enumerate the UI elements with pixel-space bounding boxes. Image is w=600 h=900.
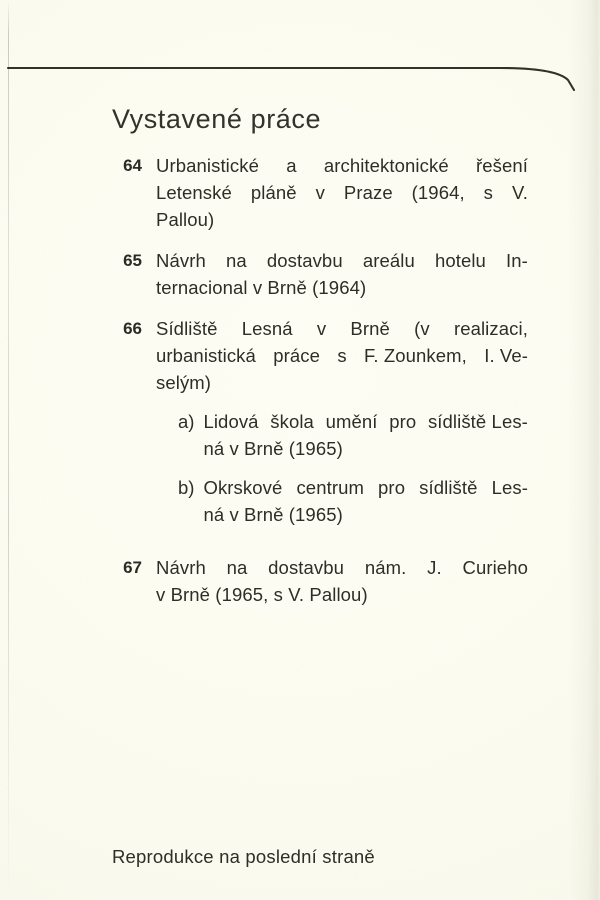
line-word: Okrskové — [203, 477, 283, 498]
line-word: Lesná — [241, 318, 293, 339]
line-word: centrum — [296, 477, 364, 498]
line-word: dostavbu — [268, 557, 345, 578]
subentry-item — [156, 408, 528, 462]
line-word: Návrh — [156, 557, 206, 578]
line-word: práce — [273, 345, 321, 366]
line-word: pro — [378, 477, 406, 498]
entry-line — [203, 408, 528, 435]
list-item — [110, 247, 528, 301]
line-word: umění — [325, 411, 378, 432]
entry-body — [142, 152, 528, 233]
line-word: dostavbu — [266, 250, 343, 271]
entry-line — [156, 342, 528, 369]
subentry-list — [156, 408, 528, 528]
line-word: Brně — [350, 318, 390, 339]
entry-line: selým) — [156, 372, 212, 393]
line-word: pro — [389, 411, 417, 432]
entry-line: ná v Brně (1965) — [203, 438, 343, 459]
line-word: na — [225, 250, 247, 271]
entry-line — [203, 474, 528, 501]
list-item — [110, 152, 528, 233]
line-word: Lidová — [203, 411, 259, 432]
entry-line — [156, 554, 528, 581]
line-word: Návrh — [156, 250, 206, 271]
line-word: v — [316, 318, 327, 339]
entry-number: 66 — [123, 319, 142, 338]
line-word: a — [286, 155, 297, 176]
entry-line — [156, 247, 528, 274]
line-word: na — [226, 557, 248, 578]
line-word: areálu — [362, 250, 415, 271]
line-word: Urbanistické — [156, 155, 259, 176]
line-word: Letenské — [156, 182, 232, 203]
line-word: architektonické — [323, 155, 449, 176]
list-item — [110, 554, 528, 608]
line-word: F. Zounkem, — [364, 345, 467, 366]
entry-line: ternacional v Brně (1964) — [156, 277, 367, 298]
entry-number: 65 — [123, 251, 142, 270]
entry-body — [142, 554, 528, 608]
line-word: I. Ve- — [484, 345, 528, 366]
entry-line: v Brně (1965, s V. Pallou) — [156, 584, 368, 605]
line-word: s — [337, 345, 347, 366]
line-word: J. — [427, 557, 442, 578]
entry-line — [156, 179, 528, 206]
line-word: Sídliště — [156, 318, 218, 339]
entry-number: 67 — [123, 558, 142, 577]
line-word: sídliště Les- — [427, 411, 528, 432]
list-item — [110, 315, 528, 540]
subentry-marker: b) — [178, 477, 195, 498]
line-word: v — [315, 182, 325, 203]
entry-line: Pallou) — [156, 209, 215, 230]
line-word: Curieho — [462, 557, 528, 578]
line-word: sídliště — [419, 477, 478, 498]
subentry-item — [156, 474, 528, 528]
line-word: Praze — [343, 182, 393, 203]
line-word: (v — [414, 318, 430, 339]
line-word: In- — [506, 250, 528, 271]
entry-body — [142, 315, 528, 540]
entry-line — [156, 152, 528, 179]
entry-number: 64 — [123, 156, 142, 175]
subentry-body — [203, 408, 528, 462]
line-word: pláně — [250, 182, 297, 203]
page-title: Vystavené práce — [112, 104, 322, 134]
line-word: Les- — [491, 477, 528, 498]
subentry-body — [203, 474, 528, 528]
entry-body — [142, 247, 528, 301]
subentry-marker: a) — [178, 411, 195, 432]
entry-line — [156, 315, 528, 342]
line-word: hotelu — [434, 250, 486, 271]
line-word: řešení — [475, 155, 528, 176]
line-word: realizaci, — [453, 318, 528, 339]
line-word: urbanistická — [156, 345, 256, 366]
line-word: (1964, — [411, 182, 465, 203]
line-word: nám. — [364, 557, 407, 578]
exhibited-works-list — [110, 152, 528, 622]
line-word: škola — [270, 411, 314, 432]
line-word: V. — [511, 182, 528, 203]
line-word: s — [483, 182, 494, 203]
footer-note: Reprodukce na poslední straně — [112, 846, 375, 867]
entry-line: ná v Brně (1965) — [203, 504, 343, 525]
